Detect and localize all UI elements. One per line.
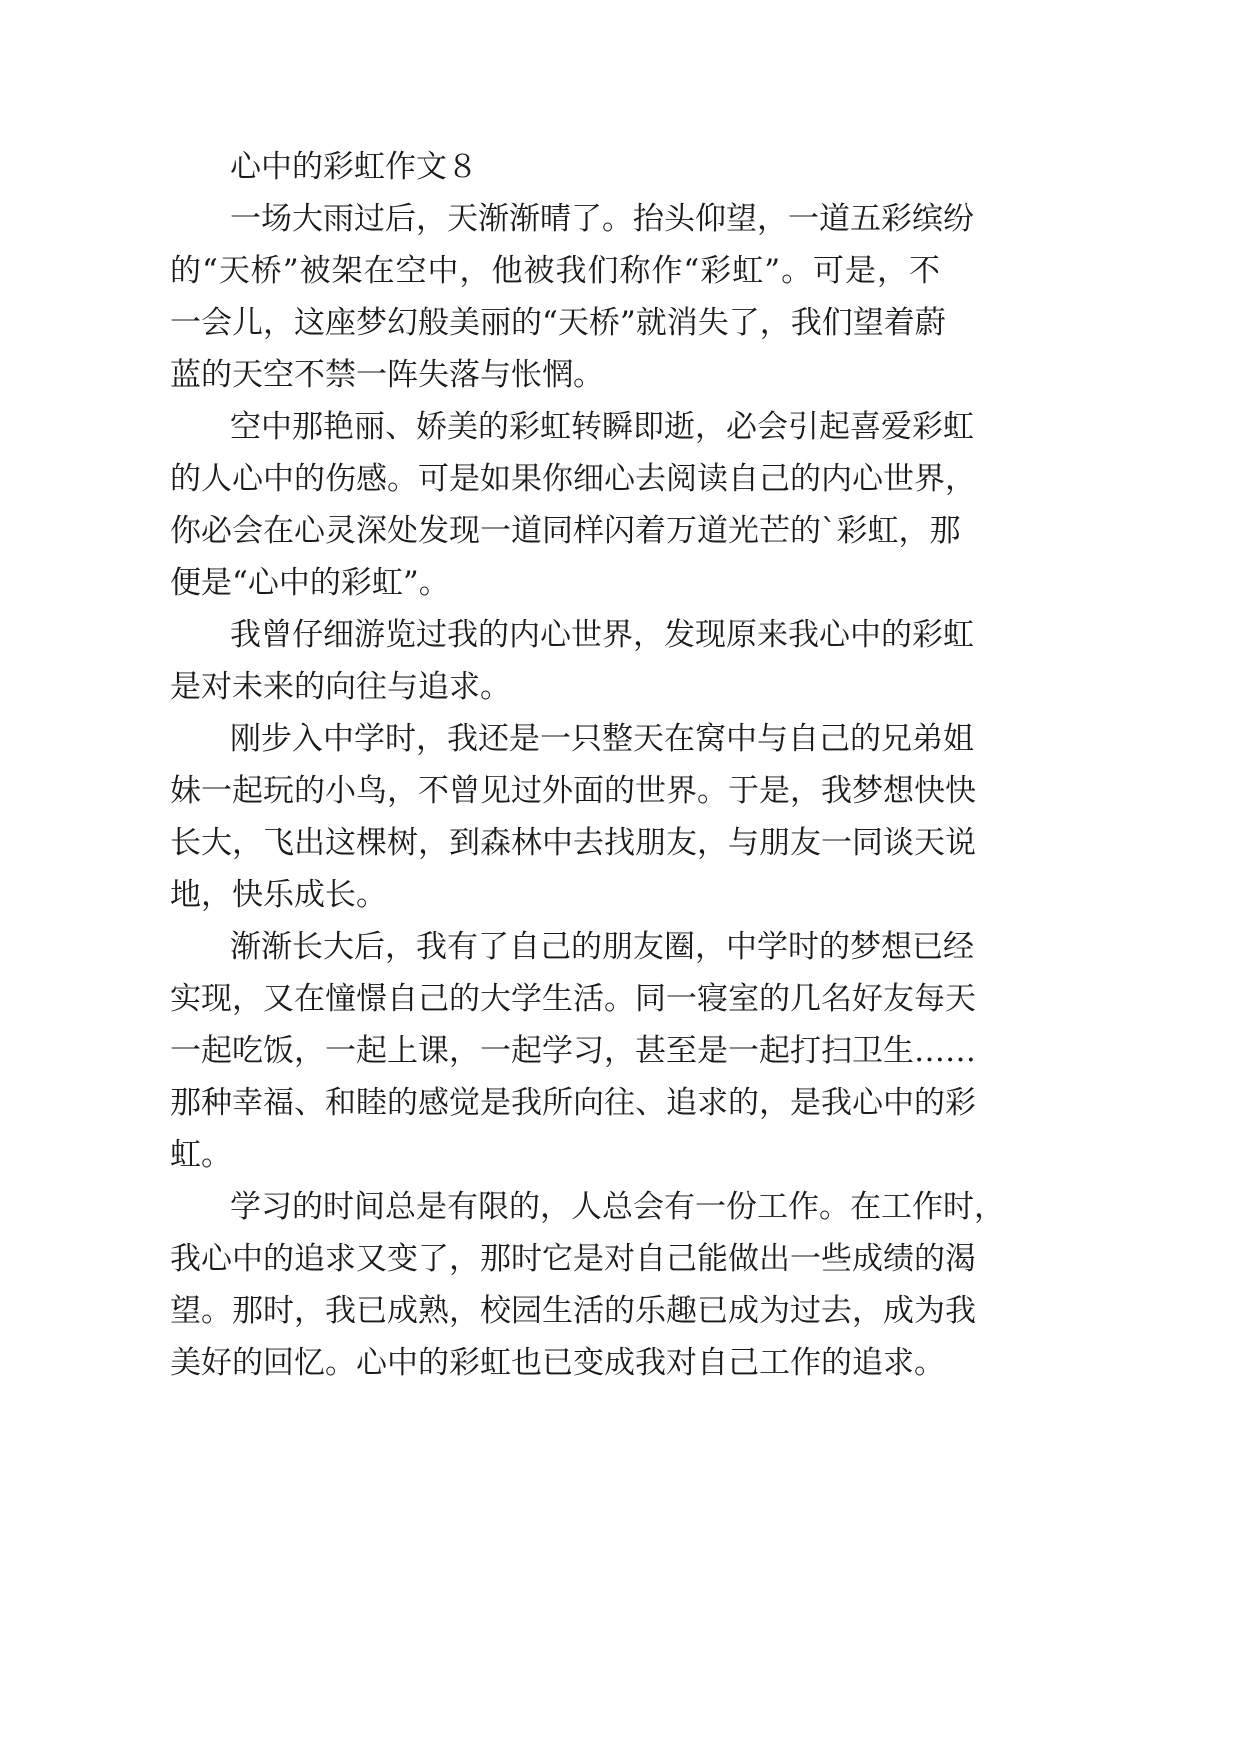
paragraph-2-line-3: 你必会在心灵深处发现一道同样闪着万道光芒的`彩虹，那: [170, 513, 961, 549]
paragraph-5-line-4: 那种幸福、和睦的感觉是我所向往、追求的，是我心中的彩: [170, 1085, 976, 1121]
paragraph-2-line-2: 的人心中的伤感。可是如果你细心去阅读自己的内心世界，: [170, 461, 976, 497]
paragraph-2-line-1: 空中那艳丽、娇美的彩虹转瞬即逝，必会引起喜爱彩虹: [230, 409, 974, 445]
paragraph-1-line-1: 一场大雨过后，天渐渐晴了。抬头仰望，一道五彩缤纷: [230, 201, 974, 237]
paragraph-5-line-2: 实现，又在憧憬自己的大学生活。同一寝室的几名好友每天: [170, 981, 976, 1017]
paragraph-6-line-4: 美好的回忆。心中的彩虹也已变成我对自己工作的追求。: [170, 1345, 945, 1381]
paragraph-5-line-1: 渐渐长大后，我有了自己的朋友圈，中学时的梦想已经: [230, 929, 974, 965]
paragraph-6-line-3: 望。那时，我已成熟，校园生活的乐趣已成为过去，成为我: [170, 1293, 976, 1329]
paragraph-3-line-2: 是对未来的向往与追求。: [170, 669, 511, 705]
paragraph-5-line-3: 一起吃饭，一起上课，一起学习，甚至是一起打扫卫生……: [170, 1033, 976, 1069]
paragraph-5-line-5: 虹。: [170, 1137, 232, 1173]
paragraph-6-line-2: 我心中的追求又变了，那时它是对自己能做出一些成绩的渴: [170, 1241, 976, 1277]
paragraph-1-line-3: 一会儿，这座梦幻般美丽的“天桥”就消失了，我们望着蔚: [170, 305, 946, 341]
paragraph-1-line-4: 蓝的天空不禁一阵失落与怅惘。: [170, 357, 604, 393]
paragraph-1-line-2: 的“天桥”被架在空中，他被我们称作“彩虹”。可是，不: [170, 253, 940, 289]
document-title: 心中的彩虹作文８: [230, 149, 478, 185]
paragraph-4-line-3: 长大，飞出这棵树，到森林中去找朋友，与朋友一同谈天说: [170, 825, 976, 861]
paragraph-4-line-2: 妹一起玩的小鸟，不曾见过外面的世界。于是，我梦想快快: [170, 773, 976, 809]
paragraph-3-line-1: 我曾仔细游览过我的内心世界，发现原来我心中的彩虹: [230, 617, 974, 653]
paragraph-4-line-1: 刚步入中学时，我还是一只整天在窝中与自己的兄弟姐: [230, 721, 974, 757]
paragraph-6-line-1: 学习的时间总是有限的，人总会有一份工作。在工作时，: [230, 1189, 1005, 1225]
paragraph-4-line-4: 地，快乐成长。: [170, 877, 387, 913]
paragraph-2-line-4: 便是“心中的彩虹”。: [170, 565, 450, 601]
